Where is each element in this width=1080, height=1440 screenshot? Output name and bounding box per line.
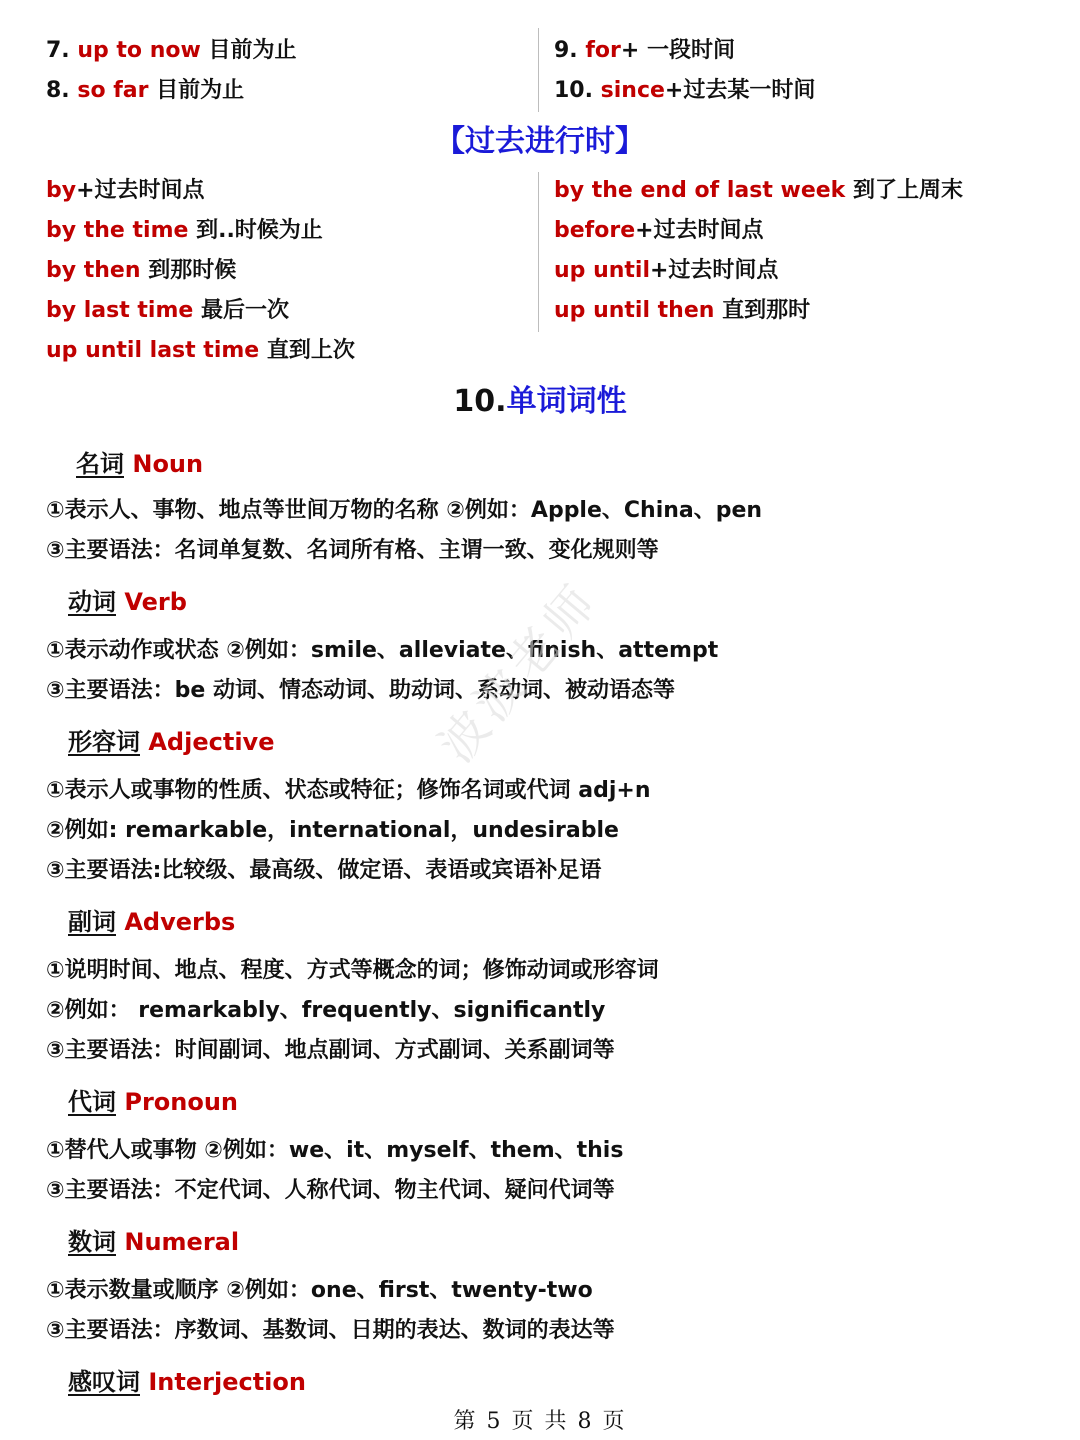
pos-en: Adjective — [148, 728, 275, 756]
meaning: + 一段时间 — [620, 38, 735, 63]
pos-en: Numeral — [124, 1228, 240, 1256]
pos-heading-noun — [76, 448, 203, 480]
pos-heading-pronoun — [68, 1086, 238, 1118]
section-number: 10. — [453, 384, 507, 419]
column-divider-top — [538, 28, 539, 112]
pos-heading-numeral — [68, 1226, 239, 1258]
pos-line: ①替代人或事物 ②例如：we、it、myself、them、this — [46, 1138, 624, 1163]
pos-line: ②例如: remarkable，international，undesirable — [46, 818, 619, 843]
pos-line: ①表示人或事物的性质、状态或特征；修饰名词或代词 adj+n — [46, 778, 651, 803]
section-title — [0, 382, 1080, 422]
list-item — [46, 256, 236, 286]
term: up until then — [554, 298, 715, 323]
list-item — [46, 296, 289, 326]
pos-line: ③主要语法：序数词、基数词、日期的表达、数词的表达等 — [46, 1318, 615, 1343]
pos-en: Interjection — [148, 1368, 306, 1396]
meaning: 直到上次 — [266, 338, 355, 363]
list-item: 8. so far 目前为止 — [46, 78, 245, 103]
pos-en: Adverbs — [124, 908, 236, 936]
term: since — [600, 78, 665, 103]
meaning: 到了上周末 — [852, 178, 963, 203]
meaning: 到..时候为止 — [196, 218, 323, 243]
term: by — [46, 178, 77, 203]
pos-line: ③主要语法：名词单复数、名词所有格、主谓一致、变化规则等 — [46, 538, 659, 563]
pos-line: ①表示人、事物、地点等世间万物的名称 ②例如：Apple、China、pen — [46, 498, 763, 523]
pos-line: ①表示动作或状态 ②例如：smile、alleviate、finish、attempt — [46, 638, 719, 663]
meaning: +过去时间点 — [76, 178, 205, 203]
pos-heading-adverbs — [68, 906, 235, 938]
meaning: +过去时间点 — [650, 258, 779, 283]
term: up until last time — [46, 338, 260, 363]
pos-heading-adjective — [68, 726, 274, 758]
term: by then — [46, 258, 141, 283]
section-title-text: 单词词性 — [506, 384, 627, 419]
meaning: +过去某一时间 — [664, 78, 816, 103]
pos-zh: 名词 — [76, 450, 124, 478]
term: by the time — [46, 218, 189, 243]
pos-line: ③主要语法:比较级、最高级、做定语、表语或宾语补足语 — [46, 858, 602, 883]
list-item — [46, 176, 205, 206]
meaning: 到那时候 — [148, 258, 237, 283]
term: for — [585, 38, 621, 63]
pos-zh: 感叹词 — [68, 1368, 140, 1396]
list-item — [46, 336, 355, 366]
list-item — [554, 256, 778, 286]
pos-zh: 形容词 — [68, 728, 140, 756]
list-item: 9. for+ 一段时间 — [554, 38, 735, 63]
term: up until — [554, 258, 650, 283]
watermark: 波波老师 — [428, 571, 611, 774]
term: before — [554, 218, 636, 243]
pos-line: ③主要语法：不定代词、人称代词、物主代词、疑问代词等 — [46, 1178, 615, 1203]
list-item — [554, 216, 764, 246]
term: up to now — [77, 38, 201, 63]
pos-zh: 动词 — [68, 588, 116, 616]
section-heading-past-continuous: 【过去进行时】 — [435, 124, 645, 159]
meaning: 最后一次 — [200, 298, 289, 323]
term: by last time — [46, 298, 194, 323]
list-item: 7. up to now 目前为止 — [46, 38, 297, 63]
page-footer: 第 5 页 共 8 页 — [453, 1409, 627, 1434]
pos-en: Noun — [132, 450, 204, 478]
pos-en: Pronoun — [124, 1088, 239, 1116]
pos-line: ③主要语法：时间副词、地点副词、方式副词、关系副词等 — [46, 1038, 615, 1063]
list-item — [554, 296, 810, 326]
meaning: 直到那时 — [722, 298, 811, 323]
list-item — [46, 216, 323, 246]
pos-heading-interjection — [68, 1366, 306, 1398]
pos-zh: 副词 — [68, 908, 116, 936]
term: so far — [77, 78, 149, 103]
pos-heading-verb — [68, 586, 187, 618]
pos-line: ②例如： remarkably、frequently、significantly — [46, 998, 606, 1023]
column-divider-past — [538, 172, 539, 332]
meaning: 目前为止 — [208, 38, 297, 63]
list-item — [554, 176, 963, 206]
pos-line: ③主要语法：be 动词、情态动词、助动词、系动词、被动语态等 — [46, 678, 675, 703]
pos-zh: 代词 — [68, 1088, 116, 1116]
list-item: 10. since+过去某一时间 — [554, 78, 816, 103]
pos-zh: 数词 — [68, 1228, 116, 1256]
pos-en: Verb — [124, 588, 187, 616]
meaning: 目前为止 — [156, 78, 245, 103]
pos-line: ①表示数量或顺序 ②例如：one、first、twenty-two — [46, 1278, 593, 1303]
pos-line: ①说明时间、地点、程度、方式等概念的词；修饰动词或形容词 — [46, 958, 659, 983]
term: by the end of last week — [554, 178, 846, 203]
meaning: +过去时间点 — [635, 218, 764, 243]
